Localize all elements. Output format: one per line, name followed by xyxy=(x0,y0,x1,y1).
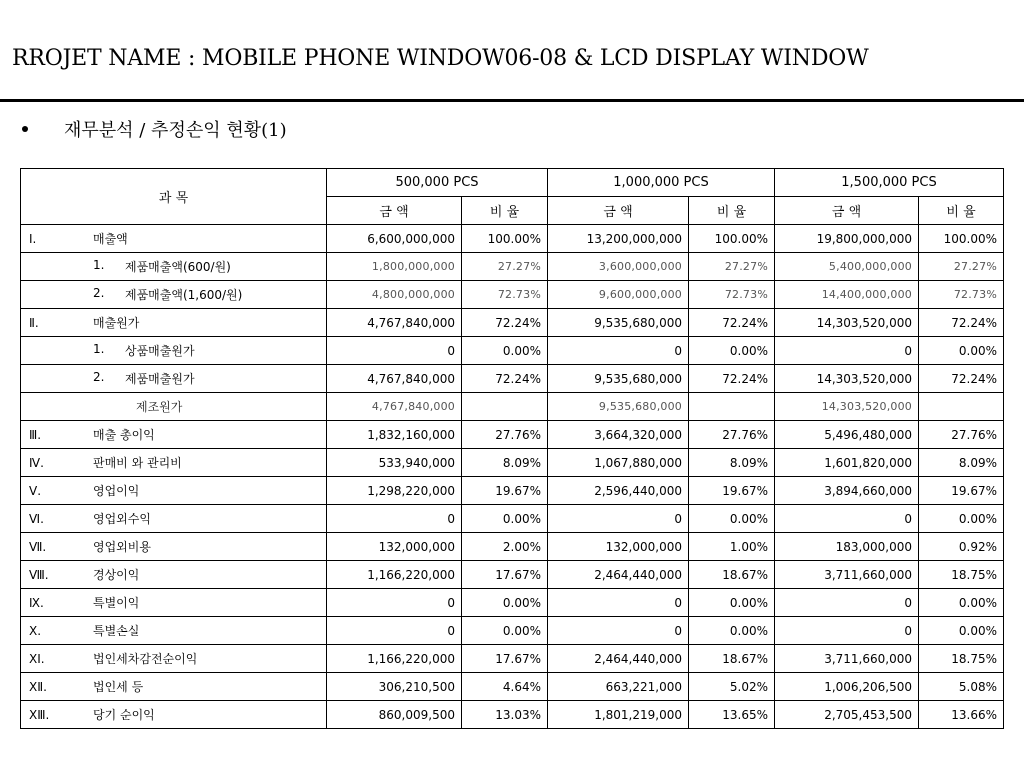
ratio-cell: 27.76% xyxy=(462,421,548,449)
row-subject xyxy=(21,309,327,337)
row-label: 매출 총이익 xyxy=(93,428,155,442)
table-row xyxy=(21,673,1004,701)
row-subject xyxy=(21,337,327,365)
page-title: RROJET NAME : MOBILE PHONE WINDOW06-08 & LCD DISPLAY WINDOW xyxy=(12,46,869,71)
ratio-cell: 27.76% xyxy=(919,421,1004,449)
ratio-cell: 5.02% xyxy=(689,673,775,701)
ratio-cell: 0.00% xyxy=(919,337,1004,365)
amount-cell: 183,000,000 xyxy=(775,533,919,561)
row-label: 특별손실 xyxy=(93,624,140,638)
table-row xyxy=(21,533,1004,561)
ratio-header: 비 율 xyxy=(919,197,1004,225)
amount-cell: 9,535,680,000 xyxy=(548,309,689,337)
row-label: 영업이익 xyxy=(93,484,140,498)
ratio-cell: 0.00% xyxy=(462,505,548,533)
row-sub-number: 2. xyxy=(93,286,105,300)
amount-cell: 1,601,820,000 xyxy=(775,449,919,477)
row-subject xyxy=(21,281,327,309)
ratio-cell: 27.27% xyxy=(462,253,548,281)
amount-cell: 14,303,520,000 xyxy=(775,393,919,421)
table-row xyxy=(21,561,1004,589)
ratio-cell: 0.00% xyxy=(462,337,548,365)
amount-header: 금 액 xyxy=(327,197,462,225)
ratio-cell: 72.24% xyxy=(462,309,548,337)
ratio-cell: 0.00% xyxy=(689,617,775,645)
row-subject xyxy=(21,505,327,533)
amount-cell: 0 xyxy=(548,505,689,533)
ratio-cell: 13.66% xyxy=(919,701,1004,729)
amount-cell: 19,800,000,000 xyxy=(775,225,919,253)
amount-cell: 9,600,000,000 xyxy=(548,281,689,309)
ratio-cell: 0.00% xyxy=(689,337,775,365)
row-subject xyxy=(21,701,327,729)
row-roman-numeral: Ⅱ. xyxy=(29,315,39,330)
row-subject xyxy=(21,589,327,617)
ratio-cell: 19.67% xyxy=(462,477,548,505)
amount-cell: 3,664,320,000 xyxy=(548,421,689,449)
row-subject xyxy=(21,393,327,421)
amount-cell: 1,800,000,000 xyxy=(327,253,462,281)
table-row xyxy=(21,225,1004,253)
row-subject xyxy=(21,421,327,449)
ratio-cell: 18.75% xyxy=(919,645,1004,673)
row-label: 매출원가 xyxy=(93,316,140,330)
ratio-cell: 18.75% xyxy=(919,561,1004,589)
table-row xyxy=(21,281,1004,309)
group-header: 1,000,000 PCS xyxy=(548,169,775,197)
row-roman-numeral: Ⅰ. xyxy=(29,231,37,246)
table-row xyxy=(21,421,1004,449)
row-roman-numeral: Ⅲ. xyxy=(29,427,42,442)
amount-cell: 2,596,440,000 xyxy=(548,477,689,505)
amount-header: 금 액 xyxy=(775,197,919,225)
ratio-cell: 72.24% xyxy=(919,309,1004,337)
table-row xyxy=(21,393,1004,421)
row-subject xyxy=(21,617,327,645)
amount-cell: 13,200,000,000 xyxy=(548,225,689,253)
table-row xyxy=(21,617,1004,645)
ratio-cell: 19.67% xyxy=(919,477,1004,505)
ratio-cell: 72.73% xyxy=(689,281,775,309)
table-row xyxy=(21,477,1004,505)
row-label: 영업외수익 xyxy=(93,512,151,526)
table-row xyxy=(21,449,1004,477)
amount-cell: 663,221,000 xyxy=(548,673,689,701)
ratio-cell: 72.24% xyxy=(689,365,775,393)
row-roman-numeral: Ⅸ. xyxy=(29,595,44,610)
row-label: 영업외비용 xyxy=(93,540,151,554)
amount-cell: 2,705,453,500 xyxy=(775,701,919,729)
ratio-cell: 0.00% xyxy=(462,589,548,617)
amount-cell: 5,496,480,000 xyxy=(775,421,919,449)
amount-cell: 0 xyxy=(775,337,919,365)
ratio-header: 비 율 xyxy=(462,197,548,225)
ratio-cell: 100.00% xyxy=(689,225,775,253)
ratio-cell: 2.00% xyxy=(462,533,548,561)
row-roman-numeral: ⅩⅢ. xyxy=(29,707,50,722)
row-subject xyxy=(21,225,327,253)
row-roman-numeral: Ⅵ. xyxy=(29,511,44,526)
table-row xyxy=(21,365,1004,393)
ratio-cell: 8.09% xyxy=(919,449,1004,477)
row-subject xyxy=(21,253,327,281)
ratio-cell xyxy=(689,393,775,421)
amount-cell: 9,535,680,000 xyxy=(548,365,689,393)
amount-cell: 0 xyxy=(775,617,919,645)
row-subject xyxy=(21,645,327,673)
row-detail-label: 제조원가 xyxy=(136,400,183,414)
row-label: 법인세 등 xyxy=(93,680,144,694)
amount-cell: 3,894,660,000 xyxy=(775,477,919,505)
row-sub-number: 1. xyxy=(93,258,105,272)
row-sub-number: 2. xyxy=(93,370,105,384)
row-roman-numeral: Ⅶ. xyxy=(29,539,47,554)
ratio-cell: 72.24% xyxy=(689,309,775,337)
row-roman-numeral: Ⅳ. xyxy=(29,455,44,470)
ratio-cell: 5.08% xyxy=(919,673,1004,701)
amount-cell: 2,464,440,000 xyxy=(548,645,689,673)
ratio-cell: 17.67% xyxy=(462,645,548,673)
amount-cell: 4,767,840,000 xyxy=(327,365,462,393)
row-subject xyxy=(21,477,327,505)
group-header: 500,000 PCS xyxy=(327,169,548,197)
amount-cell: 4,767,840,000 xyxy=(327,393,462,421)
amount-cell: 0 xyxy=(775,589,919,617)
amount-cell: 132,000,000 xyxy=(327,533,462,561)
amount-cell: 1,166,220,000 xyxy=(327,561,462,589)
title-divider xyxy=(0,99,1024,102)
ratio-cell: 100.00% xyxy=(919,225,1004,253)
ratio-cell xyxy=(462,393,548,421)
row-label: 판매비 와 관리비 xyxy=(93,456,182,470)
row-roman-numeral: ⅩⅡ. xyxy=(29,679,47,694)
amount-cell: 0 xyxy=(775,505,919,533)
amount-cell: 3,711,660,000 xyxy=(775,561,919,589)
amount-cell: 0 xyxy=(327,337,462,365)
amount-cell: 0 xyxy=(327,589,462,617)
amount-cell: 132,000,000 xyxy=(548,533,689,561)
amount-cell: 2,464,440,000 xyxy=(548,561,689,589)
row-sub-number: 1. xyxy=(93,342,105,356)
row-label: 경상이익 xyxy=(93,568,140,582)
amount-cell: 0 xyxy=(327,505,462,533)
amount-cell: 5,400,000,000 xyxy=(775,253,919,281)
amount-cell: 1,832,160,000 xyxy=(327,421,462,449)
ratio-cell: 13.65% xyxy=(689,701,775,729)
row-subject xyxy=(21,561,327,589)
bullet-icon xyxy=(22,126,28,132)
group-header: 1,500,000 PCS xyxy=(775,169,1004,197)
ratio-cell: 1.00% xyxy=(689,533,775,561)
amount-cell: 533,940,000 xyxy=(327,449,462,477)
row-roman-numeral: Ⅷ. xyxy=(29,567,49,582)
ratio-cell: 0.00% xyxy=(919,617,1004,645)
row-sub-label: 상품매출원가 xyxy=(125,344,195,358)
ratio-cell: 8.09% xyxy=(462,449,548,477)
amount-cell: 0 xyxy=(548,589,689,617)
row-label: 법인세차감전순이익 xyxy=(93,652,198,666)
amount-cell: 1,166,220,000 xyxy=(327,645,462,673)
ratio-cell xyxy=(919,393,1004,421)
amount-cell: 0 xyxy=(327,617,462,645)
table-row xyxy=(21,337,1004,365)
ratio-cell: 27.27% xyxy=(919,253,1004,281)
amount-cell: 6,600,000,000 xyxy=(327,225,462,253)
amount-cell: 14,400,000,000 xyxy=(775,281,919,309)
ratio-cell: 72.73% xyxy=(919,281,1004,309)
amount-cell: 1,067,880,000 xyxy=(548,449,689,477)
ratio-cell: 0.00% xyxy=(689,505,775,533)
amount-cell: 14,303,520,000 xyxy=(775,309,919,337)
table-row xyxy=(21,645,1004,673)
table-row xyxy=(21,589,1004,617)
ratio-cell: 17.67% xyxy=(462,561,548,589)
ratio-cell: 100.00% xyxy=(462,225,548,253)
section-heading xyxy=(22,116,287,142)
row-subject xyxy=(21,533,327,561)
table-row xyxy=(21,505,1004,533)
row-subject xyxy=(21,673,327,701)
amount-cell: 3,600,000,000 xyxy=(548,253,689,281)
subject-header: 과 목 xyxy=(21,169,327,225)
row-label: 매출액 xyxy=(93,232,128,246)
table-row xyxy=(21,309,1004,337)
amount-cell: 306,210,500 xyxy=(327,673,462,701)
amount-cell: 1,801,219,000 xyxy=(548,701,689,729)
ratio-cell: 72.24% xyxy=(462,365,548,393)
ratio-cell: 19.67% xyxy=(689,477,775,505)
ratio-cell: 8.09% xyxy=(689,449,775,477)
amount-cell: 4,767,840,000 xyxy=(327,309,462,337)
row-roman-numeral: ⅩⅠ. xyxy=(29,651,45,666)
amount-header: 금 액 xyxy=(548,197,689,225)
amount-cell: 860,009,500 xyxy=(327,701,462,729)
row-subject xyxy=(21,365,327,393)
ratio-cell: 0.00% xyxy=(919,505,1004,533)
ratio-cell: 13.03% xyxy=(462,701,548,729)
ratio-cell: 0.00% xyxy=(462,617,548,645)
ratio-cell: 72.73% xyxy=(462,281,548,309)
income-statement-table xyxy=(20,168,1004,729)
ratio-cell: 0.92% xyxy=(919,533,1004,561)
ratio-cell: 27.76% xyxy=(689,421,775,449)
amount-cell: 1,006,206,500 xyxy=(775,673,919,701)
ratio-cell: 0.00% xyxy=(919,589,1004,617)
amount-cell: 3,711,660,000 xyxy=(775,645,919,673)
amount-cell: 14,303,520,000 xyxy=(775,365,919,393)
row-sub-label: 제품매출원가 xyxy=(125,372,195,386)
row-label: 당기 순이익 xyxy=(93,708,155,722)
table-row xyxy=(21,253,1004,281)
ratio-cell: 4.64% xyxy=(462,673,548,701)
amount-cell: 0 xyxy=(548,617,689,645)
table-header-row xyxy=(21,169,1004,197)
amount-cell: 9,535,680,000 xyxy=(548,393,689,421)
row-sub-label: 제품매출액(1,600/원) xyxy=(125,288,243,302)
table-row xyxy=(21,701,1004,729)
table-body xyxy=(21,225,1004,729)
section-heading-text: 재무분석 / 추정손익 현황(1) xyxy=(64,120,287,141)
ratio-cell: 0.00% xyxy=(689,589,775,617)
amount-cell: 1,298,220,000 xyxy=(327,477,462,505)
ratio-cell: 18.67% xyxy=(689,645,775,673)
row-subject xyxy=(21,449,327,477)
row-roman-numeral: Ⅹ. xyxy=(29,623,42,638)
ratio-cell: 72.24% xyxy=(919,365,1004,393)
amount-cell: 0 xyxy=(548,337,689,365)
ratio-header: 비 율 xyxy=(689,197,775,225)
ratio-cell: 18.67% xyxy=(689,561,775,589)
row-label: 특별이익 xyxy=(93,596,140,610)
row-sub-label: 제품매출액(600/원) xyxy=(125,260,231,274)
ratio-cell: 27.27% xyxy=(689,253,775,281)
row-roman-numeral: Ⅴ. xyxy=(29,483,42,498)
amount-cell: 4,800,000,000 xyxy=(327,281,462,309)
